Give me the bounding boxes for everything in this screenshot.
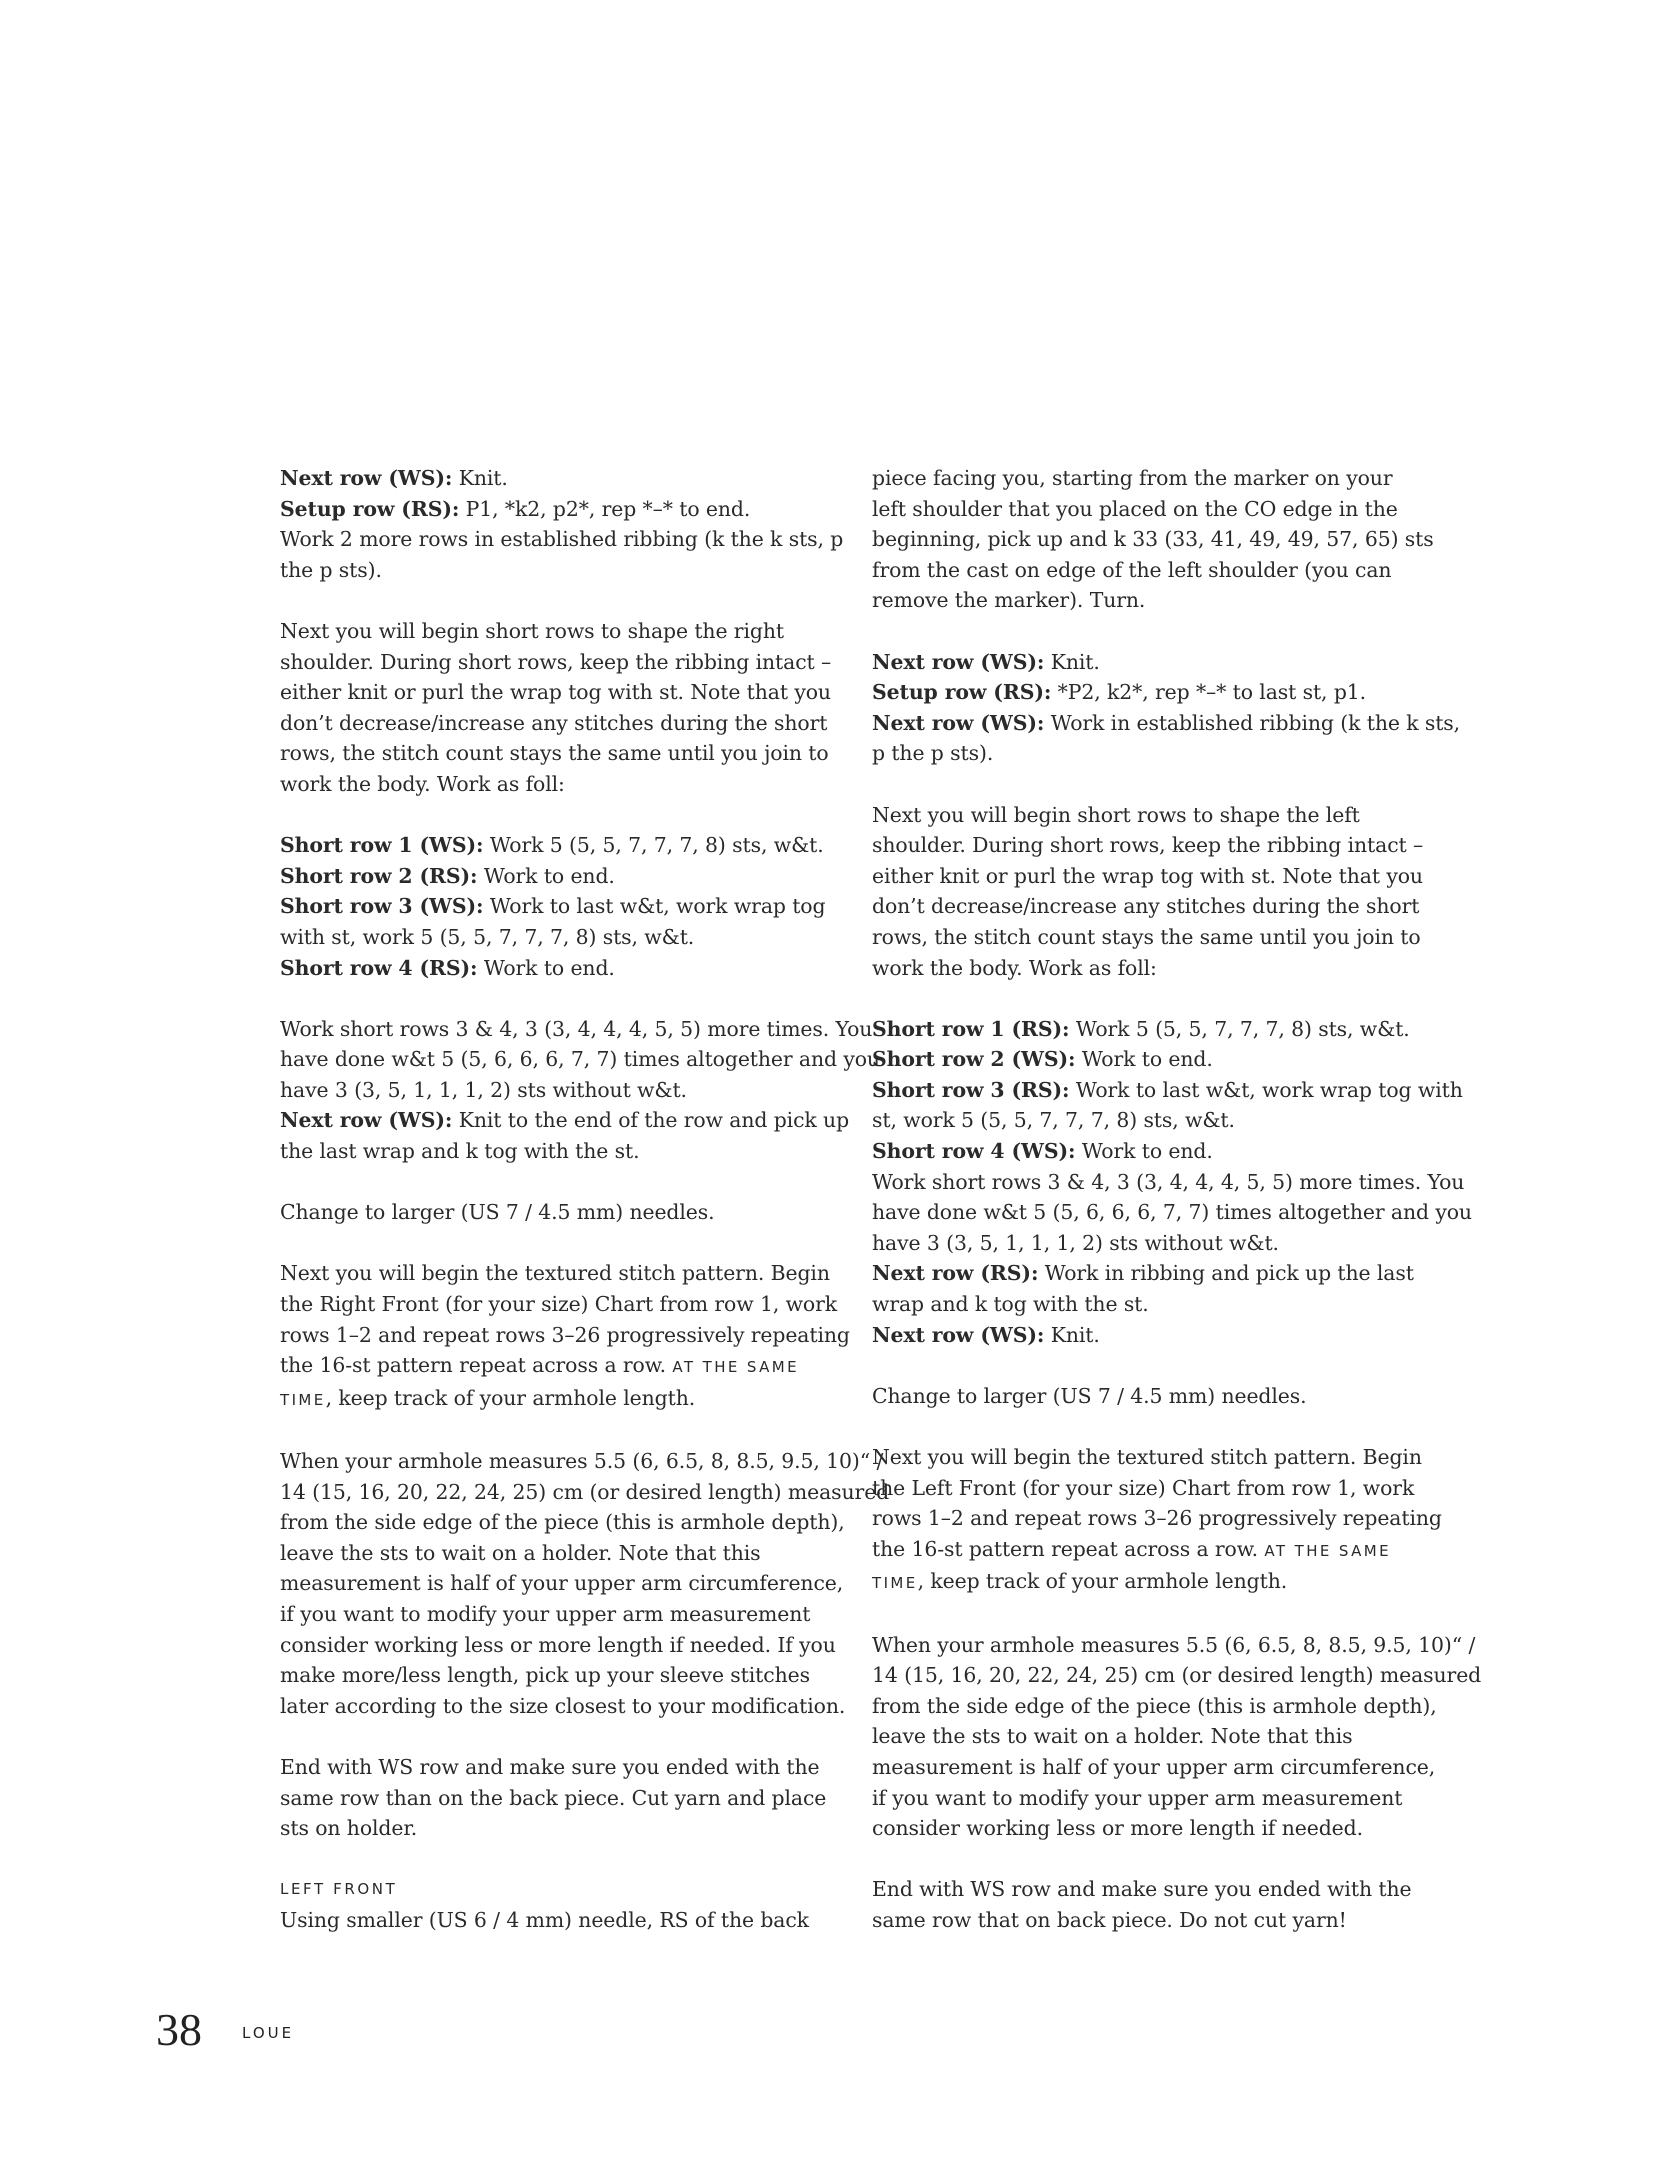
- text-run: Knit.: [1044, 1322, 1100, 1347]
- text-line: [280, 708, 835, 739]
- text-line: [280, 494, 835, 525]
- text-line: [872, 1691, 1437, 1722]
- text-line: [280, 1874, 835, 1905]
- paragraph: [872, 463, 1434, 616]
- text-run: work the body. Work as foll:: [280, 771, 565, 796]
- text-line: [280, 1350, 835, 1383]
- text-line: [872, 738, 1427, 769]
- text-run: P1, *k2, p2*, rep *–* to end.: [459, 496, 751, 521]
- text-line: [872, 1044, 1427, 1075]
- text-line: [280, 1446, 884, 1477]
- text-run: the last wrap and k tog with the st.: [280, 1139, 640, 1164]
- text-run: Next you will begin short rows to shape the left: [872, 802, 1360, 827]
- text-line: [280, 1599, 835, 1630]
- text-line: [872, 1752, 1436, 1783]
- text-line: [872, 1014, 1427, 1045]
- text-line: [280, 1630, 835, 1661]
- text-line: [280, 1691, 846, 1722]
- text-line: [872, 922, 1427, 953]
- text-line: [872, 524, 1434, 555]
- row-label: Short row 2 (WS):: [872, 1047, 1076, 1072]
- text-line: [280, 1320, 850, 1351]
- text-run: End with WS row and make sure you ended with the: [280, 1754, 820, 1779]
- page-number: 38: [156, 2004, 202, 2055]
- text-line: [872, 1813, 1427, 1844]
- text-line: [872, 1197, 1472, 1228]
- text-line: [872, 1289, 1427, 1320]
- text-run: remove the marker). Turn.: [872, 588, 1146, 613]
- paragraph: [280, 1752, 835, 1844]
- text-line: [280, 1383, 835, 1416]
- text-run: Next you will begin short rows to shape the right: [280, 618, 784, 643]
- text-run: if you want to modify your upper arm measurement: [280, 1601, 811, 1626]
- text-run: rows, the stitch count stays the same until you join to: [872, 924, 1421, 949]
- text-run: same row than on the back piece. Cut yarn and place: [280, 1785, 827, 1810]
- text-run: with st, work 5 (5, 5, 7, 7, 7, 8) sts, w&t.: [280, 924, 695, 949]
- text-line: [280, 769, 835, 800]
- text-run: Work short rows 3 & 4, 3 (3, 4, 4, 4, 5, 5) more times. You: [872, 1169, 1465, 1194]
- text-line: [280, 891, 835, 922]
- text-line: [872, 800, 1427, 831]
- text-line: [872, 1105, 1427, 1136]
- row-label: Short row 3 (RS):: [872, 1077, 1070, 1102]
- text-run: 14 (15, 16, 20, 22, 24, 25) cm (or desired length) measured: [872, 1663, 1482, 1688]
- section-heading: LEFT FRONT: [280, 1880, 398, 1899]
- text-line: [280, 1752, 835, 1783]
- paragraph: [872, 1381, 1427, 1412]
- text-run: from the side edge of the piece (this is armhole depth),: [872, 1693, 1437, 1718]
- text-line: [872, 1905, 1427, 1936]
- text-line: [280, 1507, 845, 1538]
- text-run: from the side edge of the piece (this is armhole depth),: [280, 1510, 845, 1535]
- row-label: Short row 4 (RS):: [280, 955, 478, 980]
- text-line: [872, 1660, 1482, 1691]
- text-run: rows 1–2 and repeat rows 3–26 progressively repeating: [872, 1506, 1442, 1531]
- text-run: Work to end.: [1075, 1047, 1213, 1072]
- text-line: [872, 1721, 1427, 1752]
- row-label: Next row (WS):: [872, 710, 1045, 735]
- text-run: the 16-st pattern repeat across a row.: [280, 1353, 673, 1378]
- text-line: [280, 555, 835, 586]
- text-run: don’t decrease/increase any stitches during the short: [872, 894, 1420, 919]
- paragraph: [872, 1442, 1442, 1599]
- text-line: [280, 1258, 835, 1289]
- text-line: [872, 1258, 1427, 1289]
- text-line: [280, 647, 835, 678]
- paragraph: [872, 1874, 1427, 1935]
- text-run: Work short rows 3 & 4, 3 (3, 4, 4, 4, 5, 5) more times. You: [280, 1016, 873, 1041]
- text-run: shoulder. During short rows, keep the ribbing intact –: [872, 833, 1424, 858]
- text-run: Work to end.: [477, 863, 615, 888]
- text-run: Using smaller (US 6 / 4 mm) needle, RS of the back: [280, 1907, 809, 1932]
- text-run: Change to larger (US 7 / 4.5 mm) needles.: [872, 1383, 1307, 1408]
- text-line: [872, 1503, 1442, 1534]
- text-line: [280, 616, 835, 647]
- text-run: Knit.: [1044, 649, 1100, 674]
- text-line: [280, 677, 835, 708]
- text-run: rows 1–2 and repeat rows 3–26 progressively repeating: [280, 1322, 850, 1347]
- text-run: Next you will begin the textured stitch pattern. Begin: [872, 1445, 1422, 1469]
- text-run: Knit to the end of the row and pick up: [452, 1108, 850, 1133]
- text-run: consider working less or more length if needed. If you: [280, 1632, 836, 1657]
- small-caps-text: AT THE SAME: [1264, 1541, 1392, 1560]
- text-run: Knit.: [452, 466, 508, 490]
- text-line: [872, 1228, 1427, 1259]
- text-line: [280, 1905, 835, 1936]
- text-run: st, work 5 (5, 5, 7, 7, 7, 8) sts, w&t.: [872, 1108, 1235, 1133]
- text-run: either knit or purl the wrap tog with st. Note that you: [280, 680, 831, 705]
- row-label: Next row (RS):: [872, 1261, 1039, 1286]
- row-label: Setup row (RS):: [280, 496, 460, 521]
- text-run: sts on holder.: [280, 1816, 418, 1841]
- text-run: p the p sts).: [872, 741, 994, 766]
- text-line: [872, 1075, 1463, 1106]
- text-line: [280, 861, 835, 892]
- text-line: [280, 524, 844, 555]
- right-text-column: [872, 463, 1482, 1936]
- text-line: [280, 1289, 838, 1320]
- text-run: Work 5 (5, 5, 7, 7, 7, 8) sts, w&t.: [483, 833, 824, 858]
- text-run: Work in established ribbing (k the k sts,: [1044, 710, 1461, 735]
- text-line: [872, 677, 1427, 708]
- text-line: [280, 1783, 835, 1814]
- paragraph: [280, 1014, 880, 1167]
- text-run: Work 2 more rows in established ribbing (k the k sts, p: [280, 527, 844, 552]
- text-run: Work to last w&t, work wrap tog: [483, 894, 826, 919]
- text-line: [280, 1568, 844, 1599]
- text-line: [872, 1473, 1427, 1504]
- text-run: either knit or purl the wrap tog with st. Note that you: [872, 863, 1423, 888]
- small-caps-text: TIME: [280, 1390, 326, 1409]
- text-line: [872, 891, 1427, 922]
- text-line: [872, 830, 1427, 861]
- row-label: Short row 3 (WS):: [280, 894, 484, 919]
- text-line: [872, 647, 1427, 678]
- text-line: [280, 953, 835, 984]
- text-run: later according to the size closest to your modification.: [280, 1693, 846, 1718]
- text-run: work the body. Work as foll:: [872, 955, 1157, 980]
- text-line: [872, 953, 1427, 984]
- magazine-name: LOUE: [242, 2024, 295, 2042]
- text-run: rows, the stitch count stays the same until you join to: [280, 741, 829, 766]
- text-run: have done w&t 5 (5, 6, 6, 6, 7, 7) times altogether and you: [280, 1047, 880, 1072]
- text-line: [872, 1442, 1427, 1473]
- text-run: same row that on back piece. Do not cut yarn!: [872, 1907, 1347, 1932]
- text-line: [872, 585, 1427, 616]
- text-line: [872, 1167, 1465, 1198]
- row-label: Next row (WS):: [872, 1322, 1045, 1347]
- text-line: [280, 830, 835, 861]
- text-line: [872, 708, 1461, 739]
- text-run: have 3 (3, 5, 1, 1, 1, 2) sts without w&t.: [280, 1077, 687, 1102]
- text-line: [280, 1136, 835, 1167]
- text-run: measurement is half of your upper arm circumference,: [872, 1754, 1436, 1779]
- row-label: Next row (WS):: [280, 466, 453, 490]
- text-run: from the cast on edge of the left shoulder (you can: [872, 557, 1392, 582]
- text-run: shoulder. During short rows, keep the ribbing intact –: [280, 649, 832, 674]
- paragraph: [872, 1014, 1472, 1351]
- text-line: [872, 1566, 1427, 1599]
- text-run: When your armhole measures 5.5 (6, 6.5, 8, 8.5, 9.5, 10)“ /: [280, 1449, 884, 1473]
- small-caps-text: TIME: [872, 1574, 918, 1593]
- text-run: *P2, k2*, rep *–* to last st, p1.: [1051, 680, 1367, 705]
- text-run: Change to larger (US 7 / 4.5 mm) needles.: [280, 1200, 715, 1225]
- text-line: [280, 1014, 873, 1045]
- text-line: [280, 463, 835, 494]
- text-line: [872, 555, 1427, 586]
- text-run: don’t decrease/increase any stitches during the short: [280, 710, 828, 735]
- text-run: Next you will begin the textured stitch pattern. Begin: [280, 1261, 830, 1286]
- paragraph: [280, 1258, 850, 1415]
- row-label: Next row (WS):: [872, 649, 1045, 674]
- text-run: measurement is half of your upper arm circumference,: [280, 1571, 844, 1596]
- text-line: [872, 1874, 1427, 1905]
- text-run: the Right Front (for your size) Chart from row 1, work: [280, 1292, 838, 1317]
- row-label: Short row 2 (RS):: [280, 863, 478, 888]
- text-run: , keep track of your armhole length.: [917, 1569, 1288, 1594]
- text-line: [280, 1197, 835, 1228]
- text-run: consider working less or more length if needed.: [872, 1816, 1363, 1841]
- text-line: [280, 738, 835, 769]
- text-line: [872, 1136, 1427, 1167]
- text-line: [872, 1320, 1427, 1351]
- text-line: [280, 1538, 835, 1569]
- row-label: Short row 1 (WS):: [280, 833, 484, 858]
- paragraph: [280, 1197, 835, 1228]
- text-line: [872, 1381, 1427, 1412]
- paragraph: [280, 830, 835, 983]
- text-run: 14 (15, 16, 20, 22, 24, 25) cm (or desired length) measured: [280, 1479, 890, 1504]
- text-run: the p sts).: [280, 557, 382, 582]
- text-run: Work to last w&t, work wrap tog with: [1069, 1077, 1463, 1102]
- text-run: have done w&t 5 (5, 6, 6, 6, 7, 7) times altogether and you: [872, 1200, 1472, 1225]
- paragraph: [872, 800, 1427, 984]
- text-line: [872, 463, 1427, 494]
- text-run: Work 5 (5, 5, 7, 7, 7, 8) sts, w&t.: [1069, 1016, 1410, 1041]
- text-run: have 3 (3, 5, 1, 1, 1, 2) sts without w&t.: [872, 1230, 1279, 1255]
- text-line: [280, 1660, 835, 1691]
- paragraph: [872, 647, 1461, 769]
- text-run: End with WS row and make sure you ended with the: [872, 1877, 1412, 1902]
- text-run: wrap and k tog with the st.: [872, 1292, 1149, 1317]
- text-line: [872, 1783, 1427, 1814]
- paragraph: [280, 1874, 835, 1935]
- text-run: When your armhole measures 5.5 (6, 6.5, 8, 8.5, 9.5, 10)“ /: [872, 1632, 1476, 1657]
- text-run: Work to end.: [1075, 1139, 1213, 1164]
- paragraph: [872, 1630, 1482, 1844]
- text-line: [280, 1477, 890, 1508]
- paragraph: [280, 463, 844, 585]
- row-label: Short row 1 (RS):: [872, 1016, 1070, 1041]
- small-caps-text: AT THE SAME: [672, 1358, 800, 1377]
- text-line: [872, 1534, 1427, 1567]
- text-line: [280, 922, 835, 953]
- text-line: [872, 861, 1427, 892]
- text-run: make more/less length, pick up your sleeve stitches: [280, 1663, 810, 1688]
- row-label: Short row 4 (WS):: [872, 1139, 1076, 1164]
- left-text-column: [280, 463, 890, 1936]
- text-run: if you want to modify your upper arm measurement: [872, 1785, 1403, 1810]
- text-line: [280, 1044, 880, 1075]
- text-run: beginning, pick up and k 33 (33, 41, 49, 49, 57, 65) sts: [872, 527, 1434, 552]
- text-line: [280, 1105, 850, 1136]
- text-run: piece facing you, starting from the marker on your: [872, 466, 1393, 490]
- paragraph: [280, 1446, 890, 1721]
- row-label: Next row (WS):: [280, 1108, 453, 1133]
- text-line: [280, 1075, 835, 1106]
- text-line: [872, 1630, 1476, 1661]
- text-run: , keep track of your armhole length.: [325, 1385, 696, 1410]
- text-run: the Left Front (for your size) Chart from row 1, work: [872, 1475, 1415, 1500]
- text-run: Work to end.: [477, 955, 615, 980]
- row-label: Setup row (RS):: [872, 680, 1052, 705]
- text-line: [872, 494, 1427, 525]
- text-run: leave the sts to wait on a holder. Note that this: [872, 1724, 1353, 1749]
- text-run: the 16-st pattern repeat across a row.: [872, 1536, 1265, 1561]
- text-run: leave the sts to wait on a holder. Note that this: [280, 1540, 761, 1565]
- text-run: Work in ribbing and pick up the last: [1038, 1261, 1414, 1286]
- paragraph: [280, 616, 835, 800]
- text-run: left shoulder that you placed on the CO edge in the: [872, 496, 1398, 521]
- text-line: [280, 1813, 835, 1844]
